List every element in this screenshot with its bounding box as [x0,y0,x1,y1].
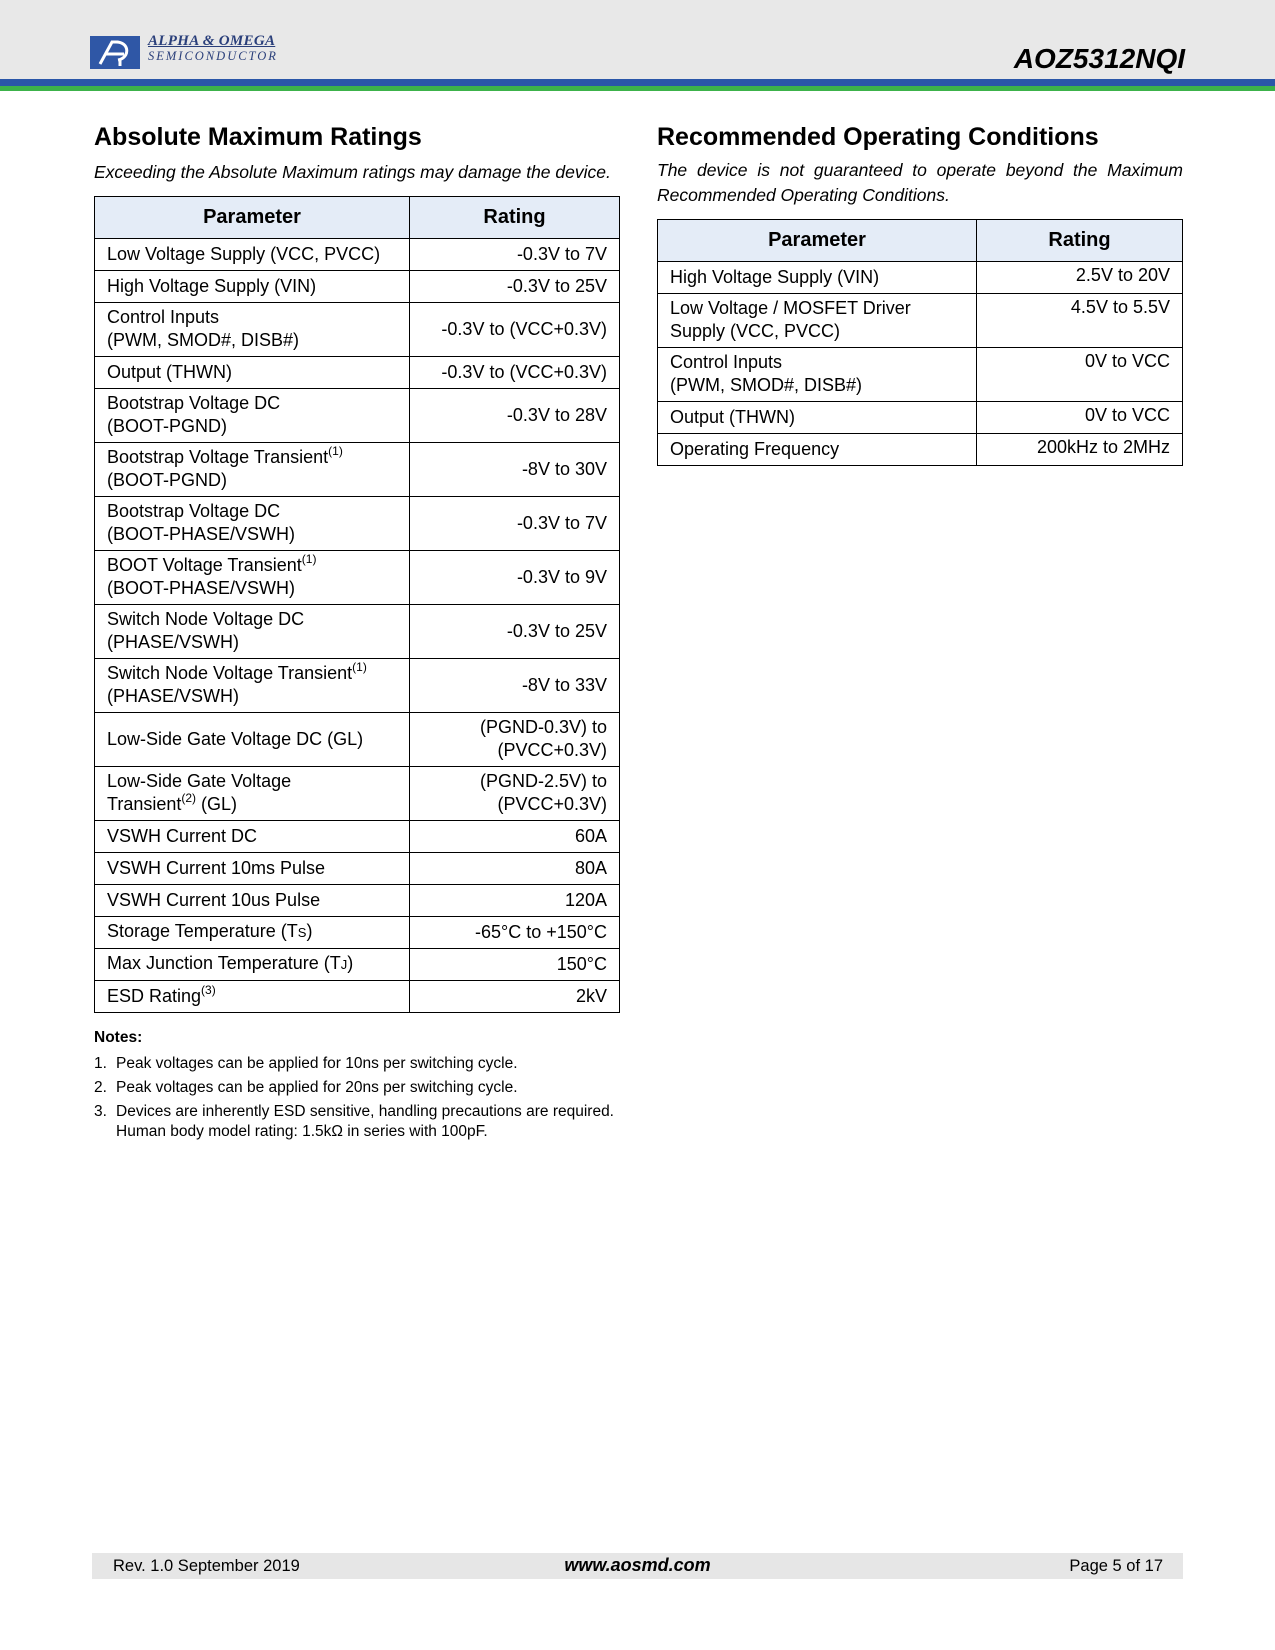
section-description: Exceeding the Absolute Maximum ratings may damage the device. [94,162,611,182]
parameter-cell: VSWH Current DC [95,821,410,853]
rating-cell: 0V to VCC [977,402,1183,434]
table-row [95,713,620,767]
table-row [658,348,1183,402]
company-logo-text [148,33,278,64]
table-row [95,239,620,271]
table-row [95,497,620,551]
rating-cell: 200kHz to 2MHz [977,434,1183,466]
table-row [95,821,620,853]
table-row [95,551,620,605]
rating-cell: -0.3V to 7V [410,239,620,271]
parameter-cell: Max Junction Temperature (TJ) [95,949,410,981]
rating-cell: -65°C to +150°C [410,917,620,949]
header-green-stripe [0,86,1275,91]
note-item: 3. Devices are inherently ESD sensitive, handling precautions are required. Human body model rating: 1.5kΩ in series with 100pF. [94,1103,614,1140]
rating-cell: -0.3V to 25V [410,271,620,303]
table-row [95,357,620,389]
parameter-cell: Storage Temperature (TS) [95,917,410,949]
rating-cell: 60A [410,821,620,853]
rating-cell: -0.3V to (VCC+0.3V) [410,357,620,389]
rating-cell: 120A [410,885,620,917]
parameter-cell: Control Inputs (PWM, SMOD#, DISB#) [658,348,977,402]
table-row [95,981,620,1013]
rating-cell: 4.5V to 5.5V [977,294,1183,348]
column-header-rating: Rating [977,220,1183,262]
footnote-ref: (1) [301,552,317,566]
rating-cell: 150°C [410,949,620,981]
table-row [95,853,620,885]
parameter-cell: Low-Side Gate Voltage Transient$^{(2)}$ (GL) [95,767,410,821]
parameter-cell: BOOT Voltage Transient$^{(1)}$ (BOOT-PHASE/VSWH) [95,551,410,605]
parameter-cell: Control Inputs (PWM, SMOD#, DISB#) [95,303,410,357]
parameter-cell: Output (THWN) [95,357,410,389]
rating-cell: -8V to 33V [410,659,620,713]
table-row [95,767,620,821]
column-header-parameter: Parameter [658,220,977,262]
footnote-ref: (3) [201,982,216,997]
rating-cell: -0.3V to (VCC+0.3V) [410,303,620,357]
footnote-ref: (1) [328,444,343,458]
parameter-cell: Switch Node Voltage DC (PHASE/VSWH) [95,605,410,659]
table-row [95,303,620,357]
absolute-maximum-section [94,120,620,1146]
rating-cell: 2.5V to 20V [977,262,1183,294]
rating-cell: 2kV [410,981,620,1013]
recommended-operating-table [657,219,1183,466]
section-title: Absolute Maximum Ratings [94,123,422,151]
rating-cell: (PGND-2.5V) to (PVCC+0.3V) [410,767,620,821]
parameter-cell: Bootstrap Voltage Transient$^{(1)}$ (BOOT-PGND) [95,443,410,497]
parameter-cell: Low Voltage Supply (VCC, PVCC) [95,239,410,271]
table-row [658,434,1183,466]
company-name-line2: SEMICONDUCTOR [148,49,278,63]
rating-cell: -0.3V to 25V [410,605,620,659]
rating-cell: 0V to VCC [977,348,1183,402]
parameter-cell: ESD Rating$^{(3)}$ [95,981,410,1013]
rating-cell: -0.3V to 28V [410,389,620,443]
notes-section [94,1026,620,1142]
table-row [95,885,620,917]
footnote-ref: (1) [352,660,367,674]
column-header-rating: Rating [410,197,620,239]
recommended-operating-section [657,120,1183,466]
rating-cell: -8V to 30V [410,443,620,497]
revision-date: Rev. 1.0 September 2019 [113,1557,300,1575]
notes-title: Notes: [94,1029,143,1046]
header-blue-stripe [0,79,1275,86]
rating-cell: (PGND-0.3V) to (PVCC+0.3V) [410,713,620,767]
parameter-cell: Low Voltage / MOSFET Driver Supply (VCC, PVCC) [658,294,977,348]
table-row [658,262,1183,294]
company-logo-icon [90,36,140,69]
absolute-maximum-table [94,196,620,1013]
table-row [95,917,620,949]
table-row [95,443,620,497]
table-row [95,605,620,659]
page-footer [92,1553,1183,1579]
section-description: The device is not guaranteed to operate beyond the Maximum Recommended Operating Conditions. [657,160,1183,205]
parameter-cell: High Voltage Supply (VIN) [95,271,410,303]
company-name-line1: ALPHA & OMEGA [148,33,276,49]
note-item: 1. Peak voltages can be applied for 10ns per switching cycle. [94,1055,518,1072]
document-title: AOZ5312NQI [1013,43,1185,74]
page-number: Page 5 of 17 [1069,1557,1163,1575]
parameter-cell: Switch Node Voltage Transient$^{(1)}$ (PHASE/VSWH) [95,659,410,713]
parameter-cell: Output (THWN) [658,402,977,434]
table-row [95,949,620,981]
table-row [95,389,620,443]
table-row [658,402,1183,434]
parameter-cell: VSWH Current 10us Pulse [95,885,410,917]
rating-cell: -0.3V to 9V [410,551,620,605]
footnote-ref: (2) [181,791,197,805]
parameter-cell: Low-Side Gate Voltage DC (GL) [95,713,410,767]
section-title: Recommended Operating Conditions [657,123,1099,151]
parameter-cell: Operating Frequency [658,434,977,466]
note-item: 2. Peak voltages can be applied for 20ns per switching cycle. [94,1079,518,1096]
parameter-cell: Bootstrap Voltage DC (BOOT-PGND) [95,389,410,443]
rating-cell: 80A [410,853,620,885]
table-row [95,271,620,303]
table-row [95,659,620,713]
rating-cell: -0.3V to 7V [410,497,620,551]
parameter-cell: Bootstrap Voltage DC (BOOT-PHASE/VSWH) [95,497,410,551]
table-row [658,294,1183,348]
website-link[interactable]: www.aosmd.com [564,1555,711,1575]
parameter-cell: VSWH Current 10ms Pulse [95,853,410,885]
column-header-parameter: Parameter [95,197,410,239]
parameter-cell: High Voltage Supply (VIN) [658,262,977,294]
